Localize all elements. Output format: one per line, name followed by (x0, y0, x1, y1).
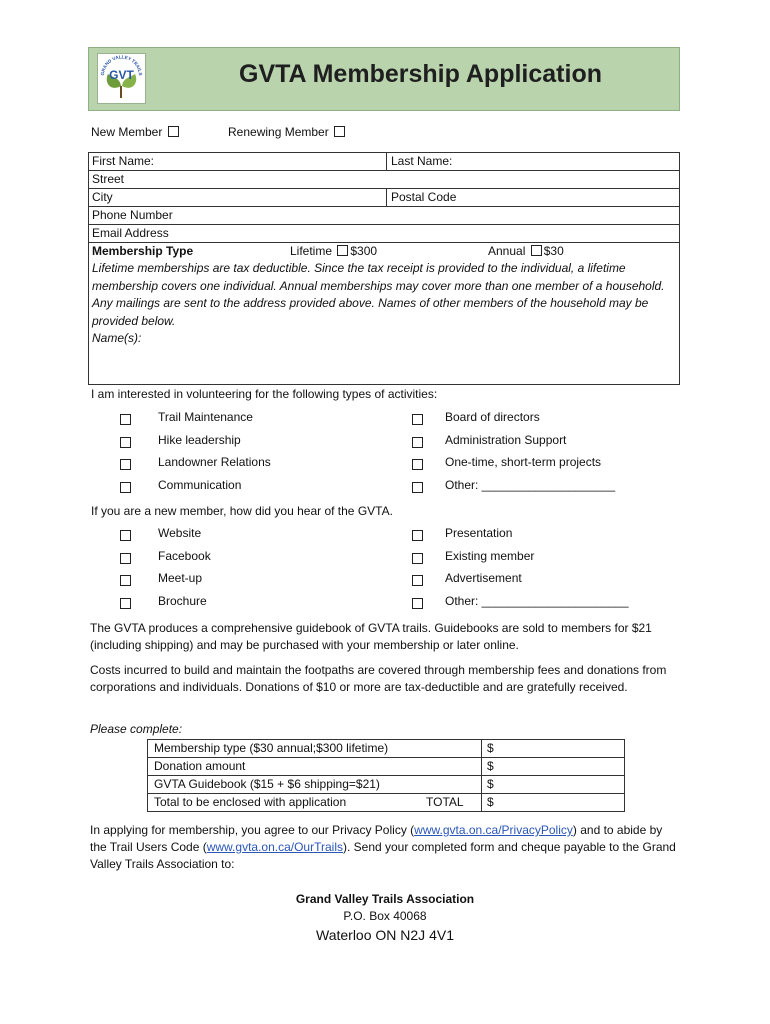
heard-checkbox[interactable] (412, 598, 423, 609)
city-row (89, 189, 679, 207)
email-row (89, 225, 679, 243)
payment-amount-field[interactable]: $ (487, 777, 494, 791)
lifetime-checkbox[interactable] (337, 245, 348, 256)
payment-label: Membership type ($30 annual;$300 lifetime) (154, 741, 389, 755)
volunteer-option-label: Other: ____________________ (445, 478, 616, 493)
new-member-label: New Member (91, 125, 163, 139)
heard-option-label: Other: ______________________ (445, 594, 629, 609)
heard-option-label: Meet-up (158, 571, 203, 586)
volunteer-option-label: Administration Support (445, 432, 567, 447)
heard-checkbox[interactable] (120, 553, 131, 564)
payment-row (148, 758, 624, 776)
gvt-logo (97, 53, 146, 104)
membership-note: Lifetime memberships are tax deductible. Since the tax receipt is provided to the individual, a lifetime membership covers one individual. Annual memberships may cover more than one member of a household. Any mailings are sent to the address provided above. Names of other members of the household may be provided below. (92, 261, 665, 328)
lifetime-option[interactable]: Lifetime $300 (290, 244, 378, 258)
street-field[interactable]: Street (92, 172, 125, 186)
payment-row (148, 776, 624, 794)
volunteer-option-label: Communication (158, 478, 242, 493)
heard-checkbox[interactable] (412, 530, 423, 541)
payment-label: Total to be enclosed with application (154, 795, 347, 809)
payment-row (148, 794, 624, 811)
guidebook-paragraph: The GVTA produces a comprehensive guidebook of GVTA trails. Guidebooks are sold to members for $21 (including shipping) and may be purchased with your membership or later online. (90, 621, 652, 652)
heard-option-label: Brochure (158, 594, 207, 609)
volunteer-checkbox[interactable] (412, 414, 423, 425)
payment-amount-field[interactable]: $ (487, 795, 494, 809)
membership-type-row (89, 243, 679, 384)
privacy-policy-link[interactable]: www.gvta.on.ca/PrivacyPolicy (414, 823, 573, 837)
city-field[interactable]: City (92, 190, 113, 204)
heard-option-label: Facebook (158, 548, 211, 563)
renewing-member-label: Renewing Member (228, 125, 329, 139)
heard-checkbox[interactable] (120, 530, 131, 541)
payment-amount-field[interactable]: $ (487, 741, 494, 755)
volunteer-checkbox[interactable] (412, 459, 423, 470)
payment-label: Donation amount (154, 759, 246, 773)
po-box: P.O. Box 40068 (343, 909, 427, 923)
city-address: Waterloo ON N2J 4V1 (316, 927, 454, 943)
heard-checkbox[interactable] (120, 575, 131, 586)
total-label: TOTAL (426, 795, 464, 809)
org-name: Grand Valley Trails Association (295, 892, 475, 906)
street-row (89, 171, 679, 189)
volunteer-checkbox[interactable] (120, 414, 131, 425)
svg-text:GRAND VALLEY TRAILS: GRAND VALLEY TRAILS (99, 54, 144, 76)
trail-users-code-link[interactable]: www.gvta.on.ca/OurTrails (206, 840, 343, 854)
phone-field[interactable]: Phone Number (92, 208, 173, 222)
renewing-member-checkbox[interactable] (334, 126, 345, 137)
volunteer-checkbox[interactable] (120, 437, 131, 448)
privacy-paragraph: In applying for membership, you agree to our Privacy Policy (www.gvta.on.ca/PrivacyPolicy) and to abide by the Trail Users Code (www.gvta.on.ca/OurTrails). Send your completed form and cheque payable to the Grand Valley Trails Association to: (90, 823, 676, 871)
volunteer-checkbox[interactable] (412, 482, 423, 493)
heard-option-label: Existing member (445, 548, 535, 563)
heard-checkbox[interactable] (412, 575, 423, 586)
membership-type-label: Membership Type (92, 244, 194, 258)
heard-checkbox[interactable] (120, 598, 131, 609)
new-member-option[interactable] (91, 125, 181, 139)
volunteer-checkbox[interactable] (120, 482, 131, 493)
volunteer-option-label: Trail Maintenance (158, 410, 253, 424)
payment-amount-field[interactable]: $ (487, 759, 494, 773)
leaf-logo-icon (98, 54, 145, 103)
heard-option-label: Website (158, 526, 202, 540)
heard-option-label: Advertisement (445, 571, 522, 586)
annual-checkbox[interactable] (531, 245, 542, 256)
volunteer-intro: I am interested in volunteering for the following types of activities: (91, 387, 438, 401)
member-info-table (88, 152, 680, 385)
first-name-field[interactable]: First Name: (92, 154, 155, 168)
names-field[interactable]: Name(s): (92, 331, 142, 345)
please-complete-label: Please complete: (90, 722, 183, 736)
name-row (89, 153, 679, 171)
payment-table (147, 739, 625, 812)
new-member-checkbox[interactable] (168, 126, 179, 137)
renewing-member-option[interactable] (228, 125, 347, 139)
payment-label: GVTA Guidebook ($15 + $6 shipping=$21) (154, 777, 380, 791)
volunteer-checkbox[interactable] (120, 459, 131, 470)
volunteer-option-label: Hike leadership (158, 432, 241, 447)
payment-row (148, 740, 624, 758)
volunteer-option-label: Landowner Relations (158, 455, 271, 470)
page-title: GVTA Membership Application (239, 60, 602, 88)
heard-intro: If you are a new member, how did you hear of the GVTA. (91, 504, 393, 518)
costs-paragraph: Costs incurred to build and maintain the footpaths are covered through membership fees and donations from corporations and individuals. Donations of $10 or more are tax-deductible and are gratefully received. (90, 663, 667, 694)
phone-row (89, 207, 679, 225)
postal-code-field[interactable]: Postal Code (391, 190, 457, 204)
heard-option-label: Presentation (445, 526, 513, 540)
header-banner (88, 47, 680, 111)
volunteer-option-label: One-time, short-term projects (445, 455, 602, 470)
heard-checkbox[interactable] (412, 553, 423, 564)
volunteer-option-label: Board of directors (445, 410, 540, 424)
volunteer-checkbox[interactable] (412, 437, 423, 448)
email-field[interactable]: Email Address (92, 226, 169, 240)
last-name-field[interactable]: Last Name: (391, 154, 453, 168)
svg-text:GVT: GVT (109, 68, 134, 82)
annual-option[interactable]: Annual $30 (488, 244, 564, 258)
